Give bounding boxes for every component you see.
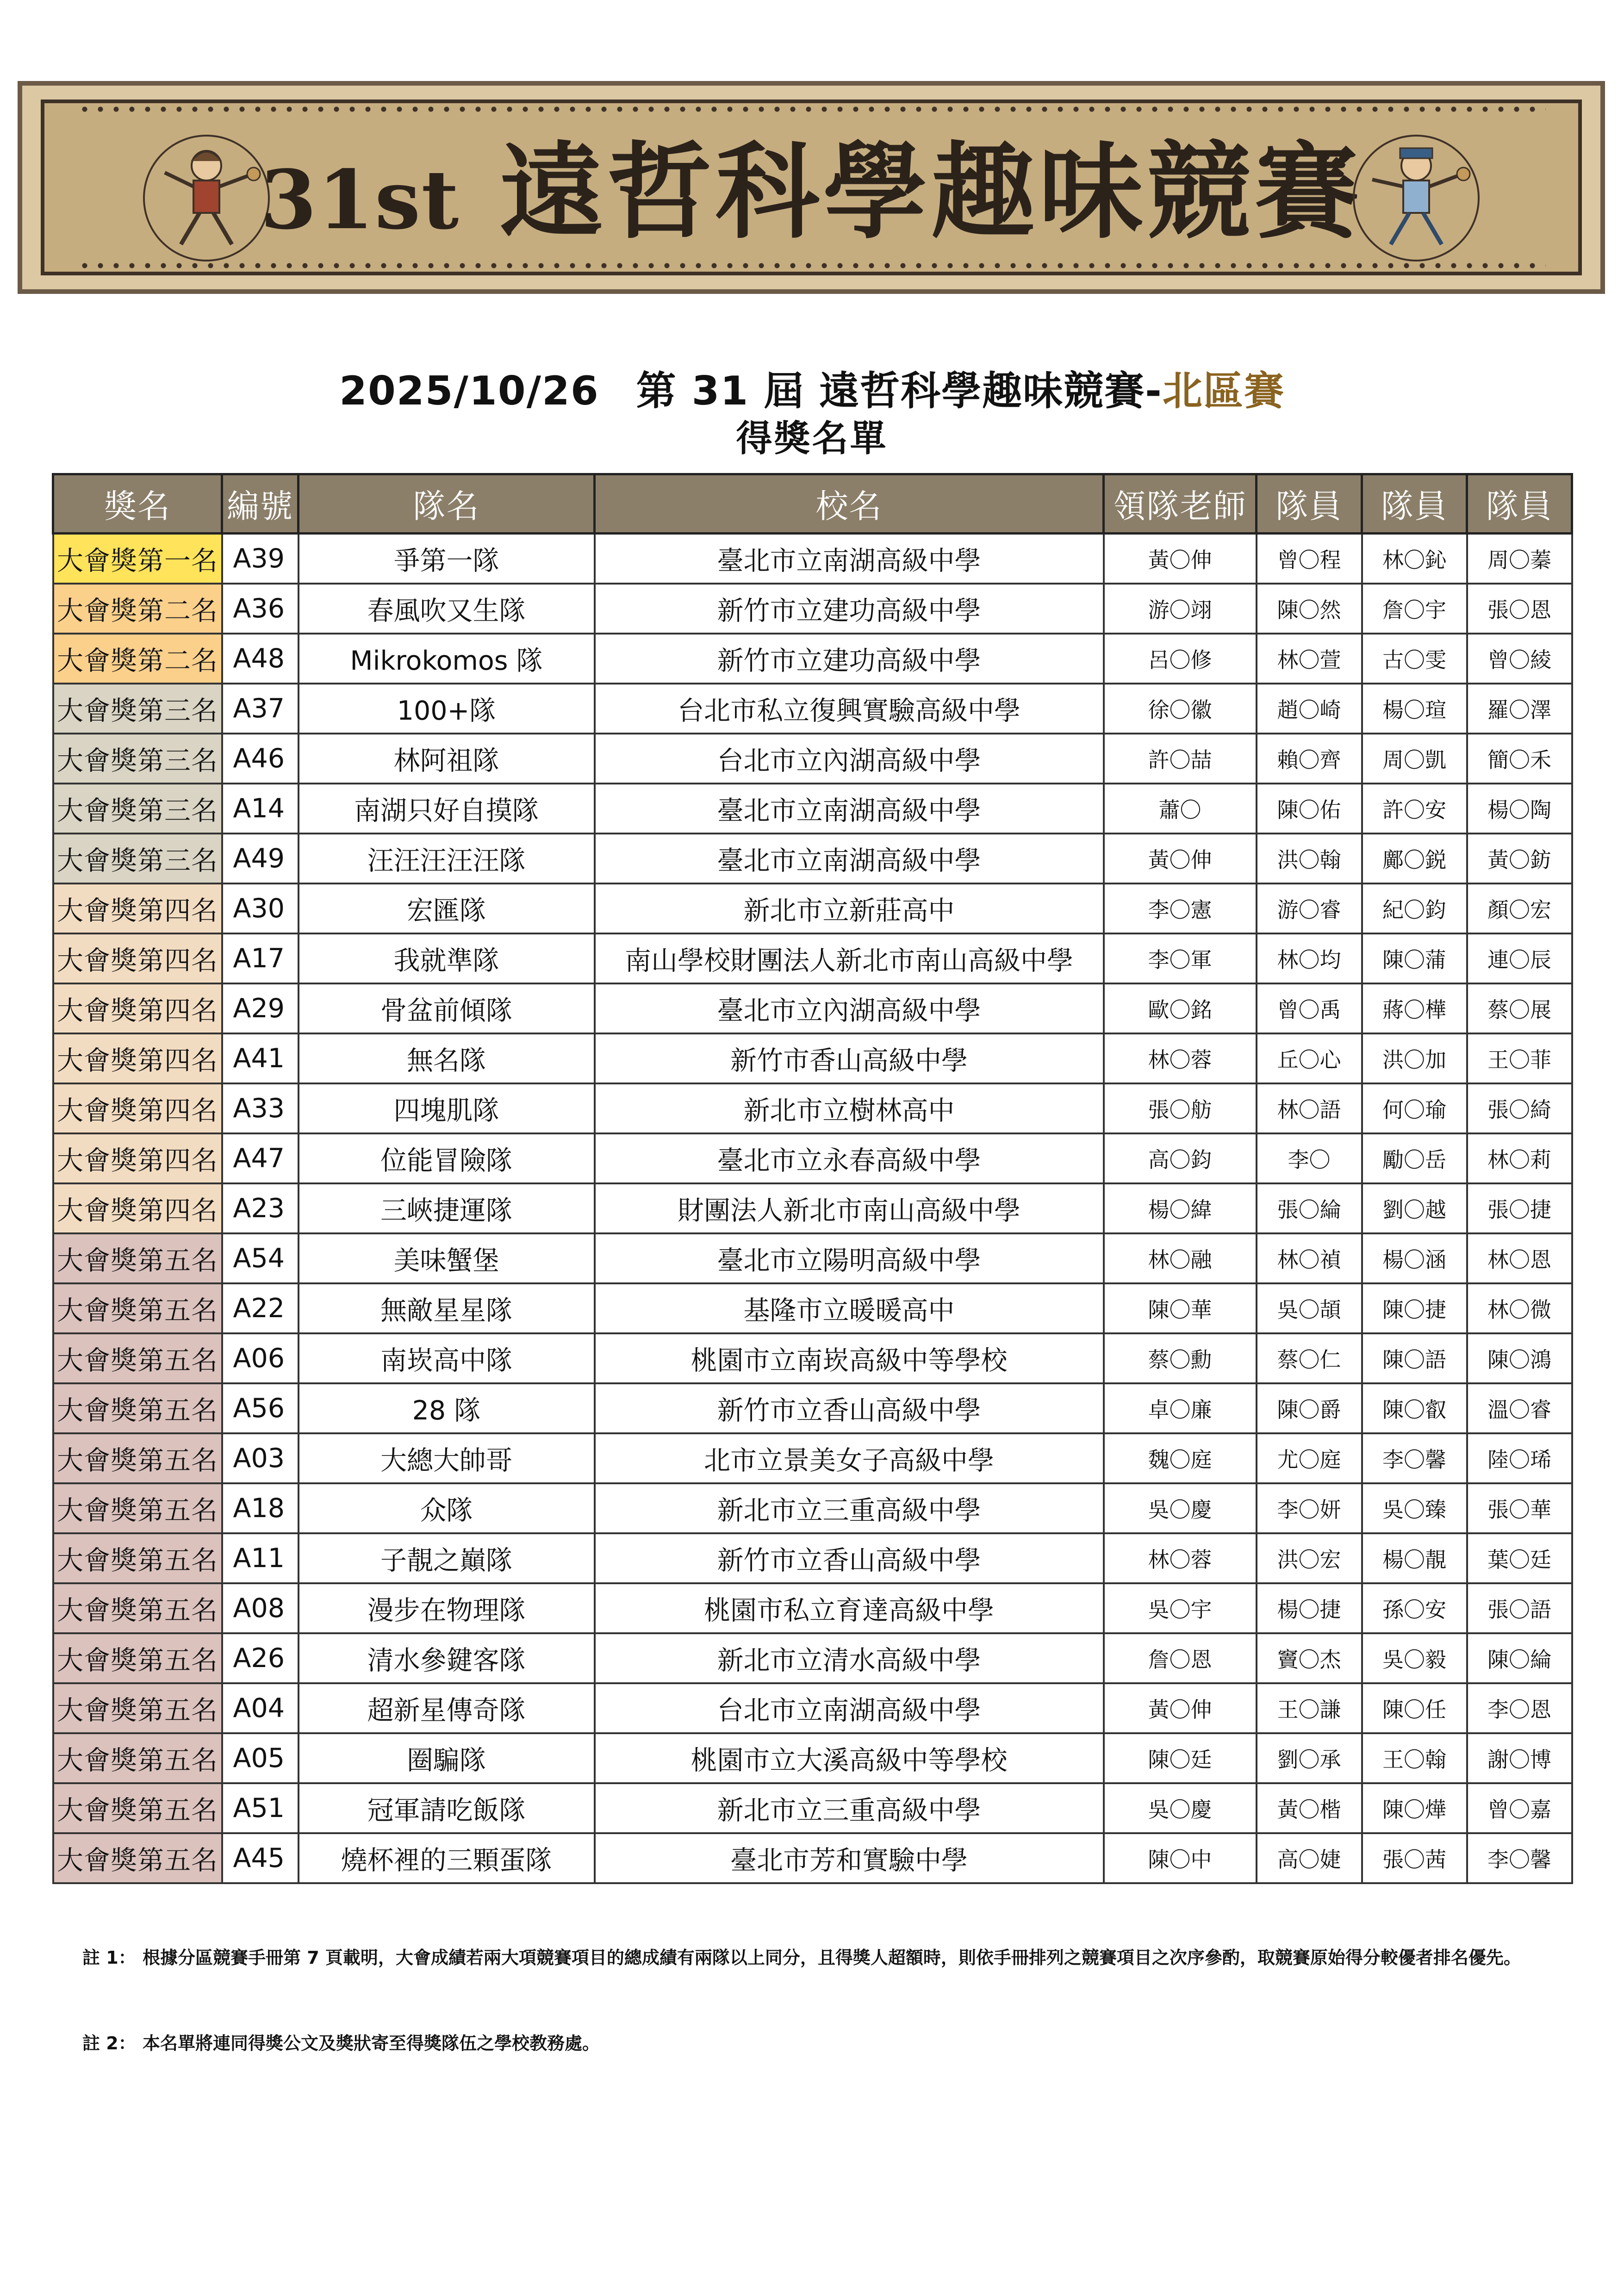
team-name-cell: 汪汪汪汪汪隊 bbox=[299, 834, 595, 884]
note-2 bbox=[82, 2029, 1540, 2058]
member-2-cell: 劉〇越 bbox=[1362, 1183, 1467, 1233]
school-name-cell: 新竹市立香山高級中學 bbox=[595, 1533, 1104, 1583]
code-cell: A18 bbox=[222, 1483, 299, 1533]
award-cell: 大會獎第三名 bbox=[53, 784, 222, 834]
teacher-cell: 蔡〇勳 bbox=[1104, 1333, 1257, 1383]
code-cell: A26 bbox=[222, 1633, 299, 1683]
team-name-cell: 南湖只好自摸隊 bbox=[299, 784, 595, 834]
member-3-cell: 張〇捷 bbox=[1467, 1183, 1572, 1233]
member-2-cell: 紀〇鈞 bbox=[1362, 884, 1467, 933]
awards-table bbox=[52, 473, 1573, 1884]
header-member-3: 隊員 bbox=[1467, 474, 1572, 534]
member-2-cell: 古〇雯 bbox=[1362, 634, 1467, 684]
member-1-cell: 吳〇頡 bbox=[1257, 1283, 1362, 1333]
event-date: 2025/10/26 bbox=[339, 368, 599, 414]
member-1-cell: 曾〇禹 bbox=[1257, 983, 1362, 1033]
teacher-cell: 呂〇修 bbox=[1104, 634, 1257, 684]
school-name-cell: 基隆市立暖暖高中 bbox=[595, 1283, 1104, 1333]
code-cell: A29 bbox=[222, 983, 299, 1033]
code-cell: A51 bbox=[222, 1783, 299, 1833]
school-name-cell: 桃園市立大溪高級中等學校 bbox=[595, 1733, 1104, 1783]
team-name-cell: 爭第一隊 bbox=[299, 534, 595, 584]
school-name-cell: 臺北市立南湖高級中學 bbox=[595, 534, 1104, 584]
award-cell: 大會獎第五名 bbox=[53, 1233, 222, 1283]
award-cell: 大會獎第四名 bbox=[53, 1083, 222, 1133]
school-name-cell: 臺北市立南湖高級中學 bbox=[595, 834, 1104, 884]
teacher-cell: 林〇融 bbox=[1104, 1233, 1257, 1283]
school-name-cell: 南山學校財團法人新北市南山高級中學 bbox=[595, 933, 1104, 983]
team-name-cell: 三峽捷運隊 bbox=[299, 1183, 595, 1233]
member-1-cell: 高〇婕 bbox=[1257, 1833, 1362, 1883]
award-cell: 大會獎第五名 bbox=[53, 1733, 222, 1783]
header-teacher: 領隊老師 bbox=[1104, 474, 1257, 534]
award-cell: 大會獎第四名 bbox=[53, 1183, 222, 1233]
code-cell: A04 bbox=[222, 1683, 299, 1733]
team-name-cell: 美味蟹堡 bbox=[299, 1233, 595, 1283]
award-cell: 大會獎第五名 bbox=[53, 1533, 222, 1583]
school-name-cell: 新北市立新莊高中 bbox=[595, 884, 1104, 933]
school-name-cell: 新北市立三重高級中學 bbox=[595, 1483, 1104, 1533]
teacher-cell: 張〇舫 bbox=[1104, 1083, 1257, 1133]
member-1-cell: 丘〇心 bbox=[1257, 1033, 1362, 1083]
member-2-cell: 楊〇瑄 bbox=[1362, 684, 1467, 734]
award-cell: 大會獎第二名 bbox=[53, 584, 222, 634]
teacher-cell: 歐〇銘 bbox=[1104, 983, 1257, 1033]
table-row bbox=[53, 933, 1572, 983]
code-cell: A17 bbox=[222, 933, 299, 983]
header-school: 校名 bbox=[595, 474, 1104, 534]
team-name-cell: 位能冒險隊 bbox=[299, 1133, 595, 1183]
teacher-cell: 黃〇伸 bbox=[1104, 834, 1257, 884]
teacher-cell: 陳〇廷 bbox=[1104, 1733, 1257, 1783]
table-row bbox=[53, 1533, 1572, 1583]
event-name: 第 31 屆 遠哲科學趣味競賽- bbox=[636, 368, 1163, 414]
member-3-cell: 陳〇綸 bbox=[1467, 1633, 1572, 1683]
note-2-text: 本名單將連同得獎公文及獎狀寄至得獎隊伍之學校教務處。 bbox=[143, 2033, 600, 2053]
teacher-cell: 徐〇徽 bbox=[1104, 684, 1257, 734]
award-cell: 大會獎第五名 bbox=[53, 1783, 222, 1833]
note-1-text: 根據分區競賽手冊第 7 頁載明，大會成績若兩大項競賽項目的總成績有兩隊以上同分，且得獎人超額時，則依手冊排列之競賽項目之次序參酌，取競賽原始得分較優者排名優先。 bbox=[143, 1948, 1521, 1968]
team-name-cell: 圈騙隊 bbox=[299, 1733, 595, 1783]
member-3-cell: 簡〇禾 bbox=[1467, 734, 1572, 784]
award-cell: 大會獎第五名 bbox=[53, 1833, 222, 1883]
code-cell: A37 bbox=[222, 684, 299, 734]
school-name-cell: 新北市立樹林高中 bbox=[595, 1083, 1104, 1133]
table-row bbox=[53, 584, 1572, 634]
team-name-cell: 28 隊 bbox=[299, 1383, 595, 1433]
award-cell: 大會獎第五名 bbox=[53, 1283, 222, 1333]
member-2-cell: 吳〇毅 bbox=[1362, 1633, 1467, 1683]
member-1-cell: 蔡〇仁 bbox=[1257, 1333, 1362, 1383]
award-cell: 大會獎第五名 bbox=[53, 1583, 222, 1633]
teacher-cell: 李〇軍 bbox=[1104, 933, 1257, 983]
member-2-cell: 吳〇臻 bbox=[1362, 1483, 1467, 1533]
member-3-cell: 李〇恩 bbox=[1467, 1683, 1572, 1733]
table-row bbox=[53, 1833, 1572, 1883]
banner-dots-top bbox=[77, 106, 1546, 112]
teacher-cell: 黃〇伸 bbox=[1104, 534, 1257, 584]
member-3-cell: 蔡〇展 bbox=[1467, 983, 1572, 1033]
teacher-cell: 李〇憲 bbox=[1104, 884, 1257, 933]
member-3-cell: 羅〇澤 bbox=[1467, 684, 1572, 734]
page-title: 得獎名單 bbox=[736, 418, 888, 460]
banner-panel bbox=[41, 100, 1582, 275]
member-2-cell: 鄺〇鋭 bbox=[1362, 834, 1467, 884]
code-cell: A47 bbox=[222, 1133, 299, 1183]
table-row bbox=[53, 1633, 1572, 1683]
school-name-cell: 北市立景美女子高級中學 bbox=[595, 1433, 1104, 1483]
code-cell: A22 bbox=[222, 1283, 299, 1333]
teacher-cell: 林〇蓉 bbox=[1104, 1533, 1257, 1583]
banner-dots-bottom bbox=[77, 262, 1546, 269]
member-2-cell: 王〇翰 bbox=[1362, 1733, 1467, 1783]
table-row bbox=[53, 684, 1572, 734]
note-2-label: 註 2： bbox=[82, 2033, 136, 2053]
teacher-cell: 吳〇慶 bbox=[1104, 1783, 1257, 1833]
team-name-cell: 清水參鍵客隊 bbox=[299, 1633, 595, 1683]
event-heading bbox=[0, 359, 1624, 416]
member-3-cell: 張〇語 bbox=[1467, 1583, 1572, 1633]
code-cell: A14 bbox=[222, 784, 299, 834]
member-3-cell: 楊〇陶 bbox=[1467, 784, 1572, 834]
code-cell: A08 bbox=[222, 1583, 299, 1633]
member-2-cell: 孫〇安 bbox=[1362, 1583, 1467, 1633]
member-3-cell: 周〇蓁 bbox=[1467, 534, 1572, 584]
school-name-cell: 臺北市立南湖高級中學 bbox=[595, 784, 1104, 834]
team-name-cell: Mikrokomos 隊 bbox=[299, 634, 595, 684]
table-row bbox=[53, 734, 1572, 784]
member-3-cell: 陳〇鴻 bbox=[1467, 1333, 1572, 1383]
award-cell: 大會獎第三名 bbox=[53, 834, 222, 884]
member-2-cell: 陳〇捷 bbox=[1362, 1283, 1467, 1333]
member-2-cell: 陳〇任 bbox=[1362, 1683, 1467, 1733]
member-1-cell: 黃〇楷 bbox=[1257, 1783, 1362, 1833]
teacher-cell: 卓〇廉 bbox=[1104, 1383, 1257, 1433]
teacher-cell: 吳〇慶 bbox=[1104, 1483, 1257, 1533]
member-1-cell: 王〇謙 bbox=[1257, 1683, 1362, 1733]
table-row bbox=[53, 1433, 1572, 1483]
table-row bbox=[53, 1683, 1572, 1733]
member-1-cell: 林〇萱 bbox=[1257, 634, 1362, 684]
team-name-cell: 骨盆前傾隊 bbox=[299, 983, 595, 1033]
table-row bbox=[53, 1333, 1572, 1383]
school-name-cell: 新北市立清水高級中學 bbox=[595, 1633, 1104, 1683]
table-row bbox=[53, 1233, 1572, 1283]
member-2-cell: 蔣〇樺 bbox=[1362, 983, 1467, 1033]
member-1-cell: 楊〇捷 bbox=[1257, 1583, 1362, 1633]
team-name-cell: 宏匯隊 bbox=[299, 884, 595, 933]
code-cell: A48 bbox=[222, 634, 299, 684]
banner-event-name: 遠哲科學趣味競賽 bbox=[499, 131, 1363, 253]
table-row bbox=[53, 834, 1572, 884]
award-cell: 大會獎第五名 bbox=[53, 1383, 222, 1433]
member-3-cell: 葉〇廷 bbox=[1467, 1533, 1572, 1583]
member-3-cell: 張〇綺 bbox=[1467, 1083, 1572, 1133]
team-name-cell: 燒杯裡的三顆蛋隊 bbox=[299, 1833, 595, 1883]
member-2-cell: 陳〇燁 bbox=[1362, 1783, 1467, 1833]
teacher-cell: 楊〇緯 bbox=[1104, 1183, 1257, 1233]
school-name-cell: 新竹市立建功高級中學 bbox=[595, 634, 1104, 684]
member-2-cell: 勵〇岳 bbox=[1362, 1133, 1467, 1183]
teacher-cell: 陳〇華 bbox=[1104, 1283, 1257, 1333]
school-name-cell: 台北市立內湖高級中學 bbox=[595, 734, 1104, 784]
school-name-cell: 新竹市立建功高級中學 bbox=[595, 584, 1104, 634]
header-team: 隊名 bbox=[299, 474, 595, 534]
member-1-cell: 李〇 bbox=[1257, 1133, 1362, 1183]
member-1-cell: 游〇睿 bbox=[1257, 884, 1362, 933]
table-row bbox=[53, 1183, 1572, 1233]
teacher-cell: 許〇喆 bbox=[1104, 734, 1257, 784]
member-3-cell: 連〇辰 bbox=[1467, 933, 1572, 983]
award-cell: 大會獎第四名 bbox=[53, 884, 222, 933]
header-award: 獎名 bbox=[53, 474, 222, 534]
code-cell: A56 bbox=[222, 1383, 299, 1433]
member-1-cell: 竇〇杰 bbox=[1257, 1633, 1362, 1683]
member-1-cell: 李〇妍 bbox=[1257, 1483, 1362, 1533]
table-row bbox=[53, 1483, 1572, 1533]
code-cell: A11 bbox=[222, 1533, 299, 1583]
member-2-cell: 周〇凱 bbox=[1362, 734, 1467, 784]
school-name-cell: 臺北市立陽明高級中學 bbox=[595, 1233, 1104, 1283]
table-row bbox=[53, 1083, 1572, 1133]
code-cell: A36 bbox=[222, 584, 299, 634]
team-name-cell: 子靚之巔隊 bbox=[299, 1533, 595, 1583]
member-3-cell: 張〇恩 bbox=[1467, 584, 1572, 634]
code-cell: A23 bbox=[222, 1183, 299, 1233]
header-code: 編號 bbox=[222, 474, 299, 534]
table-row bbox=[53, 1583, 1572, 1633]
team-name-cell: 超新星傳奇隊 bbox=[299, 1683, 595, 1733]
code-cell: A05 bbox=[222, 1733, 299, 1783]
member-3-cell: 黃〇鈁 bbox=[1467, 834, 1572, 884]
member-2-cell: 陳〇叡 bbox=[1362, 1383, 1467, 1433]
table-row bbox=[53, 884, 1572, 933]
member-1-cell: 曾〇程 bbox=[1257, 534, 1362, 584]
teacher-cell: 吳〇宇 bbox=[1104, 1583, 1257, 1633]
event-region: 北區賽 bbox=[1162, 368, 1285, 414]
award-cell: 大會獎第四名 bbox=[53, 1133, 222, 1183]
table-row bbox=[53, 1133, 1572, 1183]
teacher-cell: 高〇鈞 bbox=[1104, 1133, 1257, 1183]
team-name-cell: 春風吹又生隊 bbox=[299, 584, 595, 634]
member-1-cell: 趙〇崎 bbox=[1257, 684, 1362, 734]
code-cell: A03 bbox=[222, 1433, 299, 1483]
code-cell: A33 bbox=[222, 1083, 299, 1133]
event-banner bbox=[18, 81, 1605, 294]
member-1-cell: 尤〇庭 bbox=[1257, 1433, 1362, 1483]
member-2-cell: 張〇茜 bbox=[1362, 1833, 1467, 1883]
school-name-cell: 桃園市立南崁高級中等學校 bbox=[595, 1333, 1104, 1383]
member-3-cell: 謝〇博 bbox=[1467, 1733, 1572, 1783]
team-name-cell: 大總大帥哥 bbox=[299, 1433, 595, 1483]
team-name-cell: 林阿祖隊 bbox=[299, 734, 595, 784]
team-name-cell: 我就準隊 bbox=[299, 933, 595, 983]
member-2-cell: 楊〇涵 bbox=[1362, 1233, 1467, 1283]
member-3-cell: 顏〇宏 bbox=[1467, 884, 1572, 933]
table-row bbox=[53, 1033, 1572, 1083]
teacher-cell: 蕭〇 bbox=[1104, 784, 1257, 834]
award-cell: 大會獎第一名 bbox=[53, 534, 222, 584]
table-header-row bbox=[53, 474, 1572, 534]
teacher-cell: 林〇蓉 bbox=[1104, 1033, 1257, 1083]
table-row bbox=[53, 784, 1572, 834]
member-3-cell: 溫〇睿 bbox=[1467, 1383, 1572, 1433]
award-cell: 大會獎第五名 bbox=[53, 1683, 222, 1733]
member-2-cell: 何〇瑜 bbox=[1362, 1083, 1467, 1133]
award-cell: 大會獎第四名 bbox=[53, 933, 222, 983]
member-3-cell: 林〇恩 bbox=[1467, 1233, 1572, 1283]
note-1-label: 註 1： bbox=[82, 1948, 136, 1968]
code-cell: A41 bbox=[222, 1033, 299, 1083]
school-name-cell: 台北市立南湖高級中學 bbox=[595, 1683, 1104, 1733]
team-name-cell: 無名隊 bbox=[299, 1033, 595, 1083]
code-cell: A46 bbox=[222, 734, 299, 784]
member-1-cell: 賴〇齊 bbox=[1257, 734, 1362, 784]
school-name-cell: 新竹市香山高級中學 bbox=[595, 1033, 1104, 1083]
school-name-cell: 臺北市立永春高級中學 bbox=[595, 1133, 1104, 1183]
member-3-cell: 林〇莉 bbox=[1467, 1133, 1572, 1183]
member-1-cell: 洪〇翰 bbox=[1257, 834, 1362, 884]
code-cell: A45 bbox=[222, 1833, 299, 1883]
school-name-cell: 新北市立三重高級中學 bbox=[595, 1783, 1104, 1833]
award-cell: 大會獎第五名 bbox=[53, 1433, 222, 1483]
school-name-cell: 臺北市立內湖高級中學 bbox=[595, 983, 1104, 1033]
member-3-cell: 曾〇綾 bbox=[1467, 634, 1572, 684]
member-2-cell: 陳〇蒲 bbox=[1362, 933, 1467, 983]
table-row bbox=[53, 1733, 1572, 1783]
scientist-mascot-right-icon bbox=[1347, 129, 1486, 268]
code-cell: A49 bbox=[222, 834, 299, 884]
code-cell: A06 bbox=[222, 1333, 299, 1383]
member-1-cell: 林〇均 bbox=[1257, 933, 1362, 983]
award-cell: 大會獎第三名 bbox=[53, 684, 222, 734]
member-3-cell: 張〇華 bbox=[1467, 1483, 1572, 1533]
member-3-cell: 陸〇琋 bbox=[1467, 1433, 1572, 1483]
member-1-cell: 陳〇爵 bbox=[1257, 1383, 1362, 1433]
teacher-cell: 陳〇中 bbox=[1104, 1833, 1257, 1883]
member-1-cell: 林〇禎 bbox=[1257, 1233, 1362, 1283]
team-name-cell: 南崁高中隊 bbox=[299, 1333, 595, 1383]
teacher-cell: 詹〇恩 bbox=[1104, 1633, 1257, 1683]
header-member-2: 隊員 bbox=[1362, 474, 1467, 534]
school-name-cell: 財團法人新北市南山高級中學 bbox=[595, 1183, 1104, 1233]
member-1-cell: 洪〇宏 bbox=[1257, 1533, 1362, 1583]
table-row bbox=[53, 983, 1572, 1033]
school-name-cell: 桃園市私立育達高級中學 bbox=[595, 1583, 1104, 1633]
team-name-cell: 四塊肌隊 bbox=[299, 1083, 595, 1133]
school-name-cell: 台北市私立復興實驗高級中學 bbox=[595, 684, 1104, 734]
member-2-cell: 林〇鈊 bbox=[1362, 534, 1467, 584]
team-name-cell: 冠軍請吃飯隊 bbox=[299, 1783, 595, 1833]
table-row bbox=[53, 1383, 1572, 1433]
member-1-cell: 陳〇佑 bbox=[1257, 784, 1362, 834]
code-cell: A30 bbox=[222, 884, 299, 933]
member-2-cell: 許〇安 bbox=[1362, 784, 1467, 834]
award-cell: 大會獎第五名 bbox=[53, 1333, 222, 1383]
member-1-cell: 林〇語 bbox=[1257, 1083, 1362, 1133]
member-3-cell: 王〇菲 bbox=[1467, 1033, 1572, 1083]
code-cell: A54 bbox=[222, 1233, 299, 1283]
teacher-cell: 魏〇庭 bbox=[1104, 1433, 1257, 1483]
team-name-cell: 100+隊 bbox=[299, 684, 595, 734]
award-cell: 大會獎第五名 bbox=[53, 1483, 222, 1533]
table-row bbox=[53, 534, 1572, 584]
team-name-cell: 漫步在物理隊 bbox=[299, 1583, 595, 1633]
code-cell: A39 bbox=[222, 534, 299, 584]
member-1-cell: 陳〇然 bbox=[1257, 584, 1362, 634]
award-cell: 大會獎第三名 bbox=[53, 734, 222, 784]
table-row bbox=[53, 634, 1572, 684]
school-name-cell: 新竹市立香山高級中學 bbox=[595, 1383, 1104, 1433]
teacher-cell: 黃〇伸 bbox=[1104, 1683, 1257, 1733]
note-1 bbox=[82, 1944, 1540, 1972]
award-cell: 大會獎第二名 bbox=[53, 634, 222, 684]
member-3-cell: 曾〇嘉 bbox=[1467, 1783, 1572, 1833]
member-1-cell: 張〇綸 bbox=[1257, 1183, 1362, 1233]
table-row bbox=[53, 1783, 1572, 1833]
banner-edition: 31st bbox=[260, 153, 460, 248]
header-member-1: 隊員 bbox=[1257, 474, 1362, 534]
member-2-cell: 陳〇語 bbox=[1362, 1333, 1467, 1383]
member-2-cell: 李〇馨 bbox=[1362, 1433, 1467, 1483]
school-name-cell: 臺北市芳和實驗中學 bbox=[595, 1833, 1104, 1883]
team-name-cell: 無敵星星隊 bbox=[299, 1283, 595, 1333]
member-3-cell: 李〇馨 bbox=[1467, 1833, 1572, 1883]
table-row bbox=[53, 1283, 1572, 1333]
team-name-cell: 众隊 bbox=[299, 1483, 595, 1533]
awards-table-body bbox=[53, 534, 1572, 1884]
award-cell: 大會獎第五名 bbox=[53, 1633, 222, 1683]
award-cell: 大會獎第四名 bbox=[53, 983, 222, 1033]
member-2-cell: 詹〇宇 bbox=[1362, 584, 1467, 634]
member-1-cell: 劉〇承 bbox=[1257, 1733, 1362, 1783]
member-2-cell: 楊〇靚 bbox=[1362, 1533, 1467, 1583]
member-2-cell: 洪〇加 bbox=[1362, 1033, 1467, 1083]
teacher-cell: 游〇翊 bbox=[1104, 584, 1257, 634]
award-cell: 大會獎第四名 bbox=[53, 1033, 222, 1083]
member-3-cell: 林〇微 bbox=[1467, 1283, 1572, 1333]
